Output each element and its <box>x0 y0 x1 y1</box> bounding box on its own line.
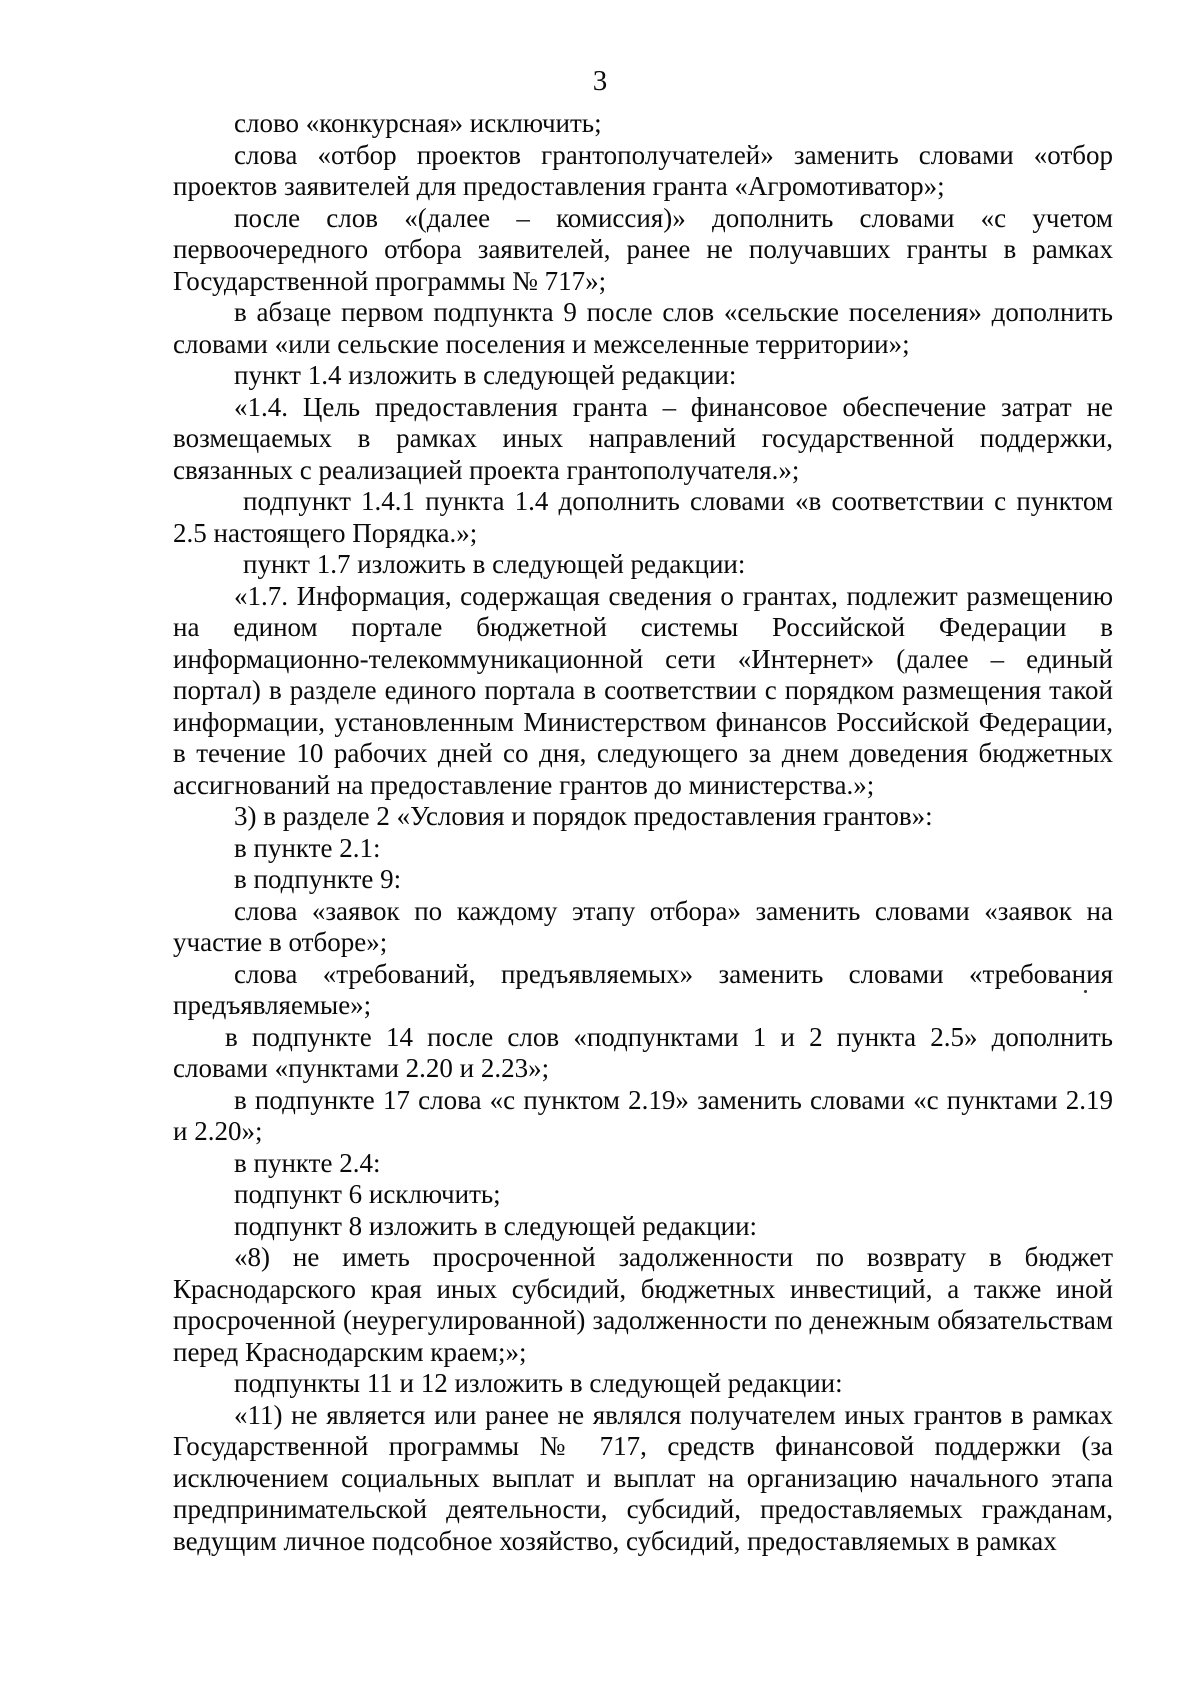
paragraph: «1.4. Цель предоставления гранта – финансовое обеспечение затрат не возмещаемых в рамках иных направлений государственной поддержки, связанных с реализацией проекта грантополучателя.»; <box>173 391 1113 485</box>
paragraph: подпункт 1.4.1 пункта 1.4 дополнить словами «в соответствии с пунктом 2.5 настоящего Порядка.»; <box>173 486 1113 548</box>
paragraph: «8) не иметь просроченной задолженности по возврату в бюджет Краснодарского края иных субсидий, бюджетных инвестиций, а также иной просроченной (неурегулированной) задолженности по денежным обязательствам перед Краснодарским краем;»; <box>173 1242 1113 1367</box>
paragraph: в пункте 2.4: <box>234 1147 381 1178</box>
paragraph: подпункт 8 изложить в следующей редакции: <box>234 1210 758 1241</box>
paragraph: слова «требований, предъявляемых» заменить словами «требования предъявляемые»; <box>173 958 1113 1020</box>
document-body <box>173 108 1113 1557</box>
paragraph: слова «отбор проектов грантополучателей» заменить словами «отбор проектов заявителей для предоставления гранта «Агромотиватор»; <box>173 139 1113 201</box>
paragraph: слова «заявок по каждому этапу отбора» заменить словами «заявок на участие в отборе»; <box>173 895 1113 957</box>
paragraph: слово «конкурсная» исключить; <box>234 108 602 138</box>
paragraph: пункт 1.7 изложить в следующей редакции: <box>243 549 746 579</box>
paragraph: «11) не является или ранее не являлся получателем иных грантов в рамках Государственной программы № 717, средств финансовой поддержки (за исключением социальных выплат и выплат на организацию начального этапа предпринимательской деятельности, субсидий, предоставляемых гражданам, ведущим личное подсобное хозяйство, субсидий, предоставляемых в рамках <box>173 1399 1113 1556</box>
page-number: 3 <box>592 65 608 97</box>
paragraph: в абзаце первом подпункта 9 после слов «сельские поселения» дополнить словами «или сельские поселения и межселенные территории»; <box>173 297 1113 359</box>
paragraph: в подпункте 17 слова «с пунктом 2.19» заменить словами «с пунктами 2.19 и 2.20»; <box>173 1084 1113 1146</box>
scan-speck <box>1084 990 1087 993</box>
paragraph: в подпункте 9: <box>234 864 402 894</box>
paragraph: после слов «(далее – комиссия)» дополнить словами «с учетом первоочередного отбора заявителей, ранее не получавших гранты в рамках Государственной программы № 717»; <box>173 202 1113 296</box>
paragraph: в пункте 2.1: <box>234 832 381 863</box>
paragraph: подпункт 6 исключить; <box>234 1179 501 1209</box>
paragraph: подпункты 11 и 12 изложить в следующей редакции: <box>234 1368 843 1398</box>
paragraph: «1.7. Информация, содержащая сведения о грантах, подлежит размещению на едином портале бюджетной системы Российской Федерации в информационно-телекоммуникационной сети «Интернет» (далее – единый портал) в разделе единого портала в соответствии с порядком размещения такой информации, установленным Министерством финансов Российской Федерации, в течение 10 рабочих дней со дня, следующего за днем доведения бюджетных ассигнований на предоставление грантов до министерства.»; <box>173 580 1113 800</box>
paragraph: 3) в разделе 2 «Условия и порядок предоставления грантов»: <box>234 801 933 831</box>
paragraph: пункт 1.4 изложить в следующей редакции: <box>234 360 737 390</box>
paragraph: в подпункте 14 после слов «подпунктами 1 и 2 пункта 2.5» дополнить словами «пунктами 2.20 и 2.23»; <box>173 1021 1113 1083</box>
